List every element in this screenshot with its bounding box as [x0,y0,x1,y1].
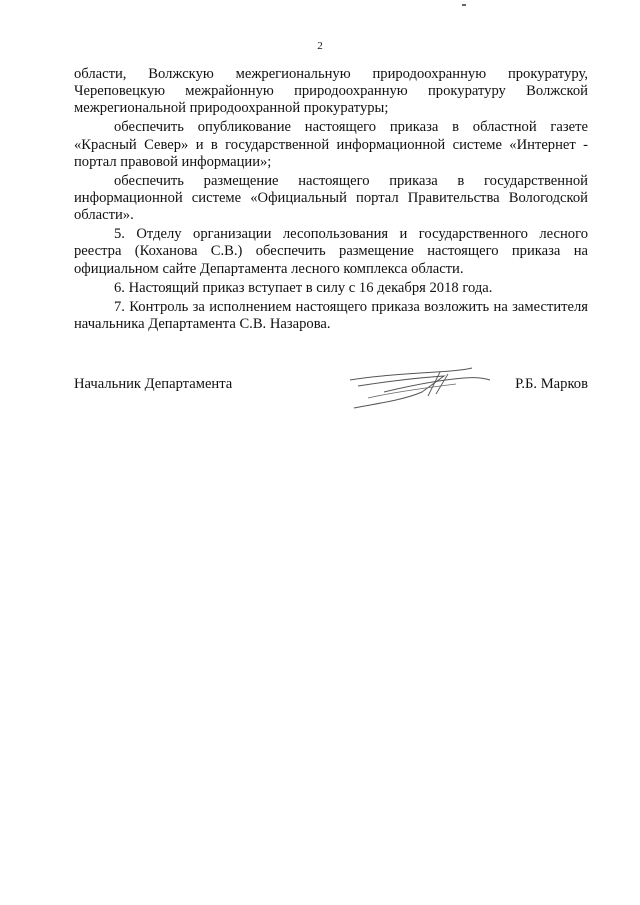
paragraph-item-5: 5. Отделу организации лесопользования и государственного лесного реестра (Коханова С.В.) обеспечить размещение настоящего приказа на официальном сайте Департамента лесного комплекса области. [74,226,588,277]
scan-mark [462,4,466,6]
signatory-title: Начальник Департамента [74,376,233,392]
paragraph-item-7: 7. Контроль за исполнением настоящего приказа возложить на заместителя начальника Департамента С.В. Назарова. [74,298,588,332]
handwritten-signature [344,362,494,412]
signatory-name: Р.Б. Марков [515,376,588,392]
paragraph-publication: обеспечить опубликование настоящего приказа в областной газете «Красный Север» и в государственной информационной системе «Интернет - портал правовой информации»; [74,119,588,170]
paragraph-prosecutors: области, Волжскую межрегиональную природоохранную прокуратуру, Череповецкую межрайонную природоохранную прокуратуру Волжской межрегиональной природоохранной прокуратуры; [74,66,588,117]
document-body [74,66,588,335]
page-number: 2 [317,40,323,52]
paragraph-portal: обеспечить размещение настоящего приказа в государственной информационной системе «Официальный портал Правительства Вологодской области». [74,172,588,224]
paragraph-item-6: 6. Настоящий приказ вступает в силу с 16 декабря 2018 года. [114,279,493,296]
signature-block [74,376,588,416]
